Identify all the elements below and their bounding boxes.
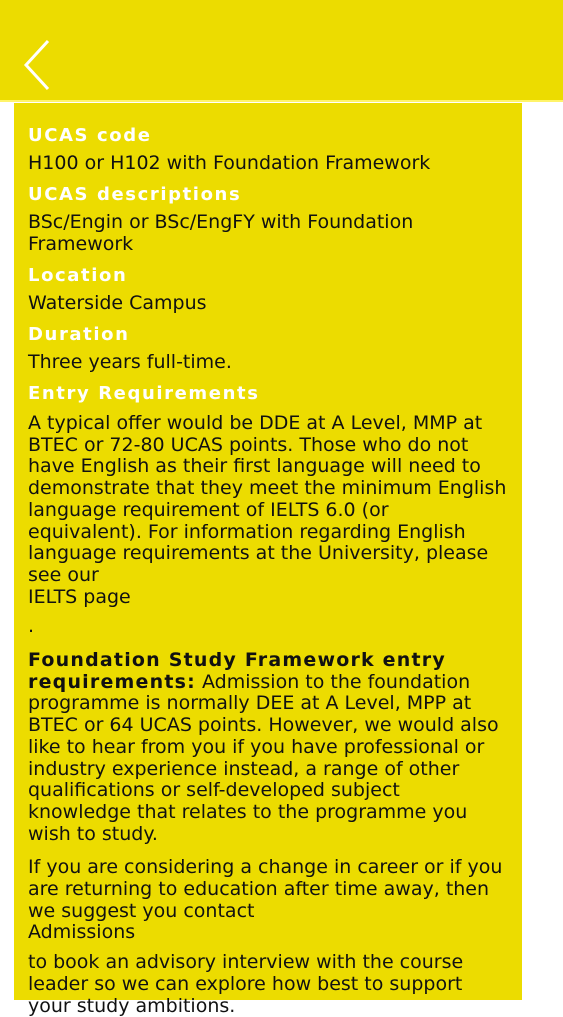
duration-label: Duration (28, 324, 130, 345)
foundation-requirements-paragraph (28, 650, 508, 845)
chevron-left-icon (18, 36, 58, 94)
duration-value: Three years full-time. (28, 351, 232, 373)
ucas-code-value: H100 or H102 with Foundation Framework (28, 152, 431, 174)
entry-requirements-text: A typical offer would be DDE at A Level, MMP at BTEC or 72-80 UCAS points. Those who do not have English as their first language will need to demonstrate that they meet the minimum English language requirement of IELTS 6.0 (or equivalent). For information regarding English language requirements at the University, please see our (28, 412, 507, 586)
back-button[interactable] (18, 36, 58, 94)
period-text: . (28, 615, 35, 638)
admissions-link[interactable]: Admissions (28, 921, 136, 944)
top-app-bar (0, 0, 563, 102)
ucas-code-label: UCAS code (28, 125, 152, 146)
career-change-text: If you are considering a change in career or if you are returning to education after time away, then we suggest you contact (28, 856, 503, 922)
ucas-descriptions-label: UCAS descriptions (28, 184, 242, 205)
location-value: Waterside Campus (28, 292, 207, 314)
location-label: Location (28, 265, 128, 286)
foundation-requirements-text: Admission to the foundation programme is normally DEE at A Level, MPP at BTEC or 64 UCAS points. However, we would also like to hear from you if you have professional or industry experience instead, a range of other qualifications or self-developed subject knowledge that relates to the programme you wish to study. (28, 670, 499, 845)
advisory-interview-text: to book an advisory interview with the course leader so we can explore how best to support your study ambitions. (28, 951, 464, 1017)
foundation-requirements-heading: Foundation Study Framework entry requirements: (28, 649, 446, 693)
entry-requirements-label: Entry Requirements (28, 383, 260, 404)
ielts-page-link[interactable]: IELTS page (28, 585, 131, 608)
course-details-panel (14, 103, 522, 1017)
ucas-descriptions-value: BSc/Engin or BSc/EngFY with Foundation Framework (28, 211, 414, 255)
